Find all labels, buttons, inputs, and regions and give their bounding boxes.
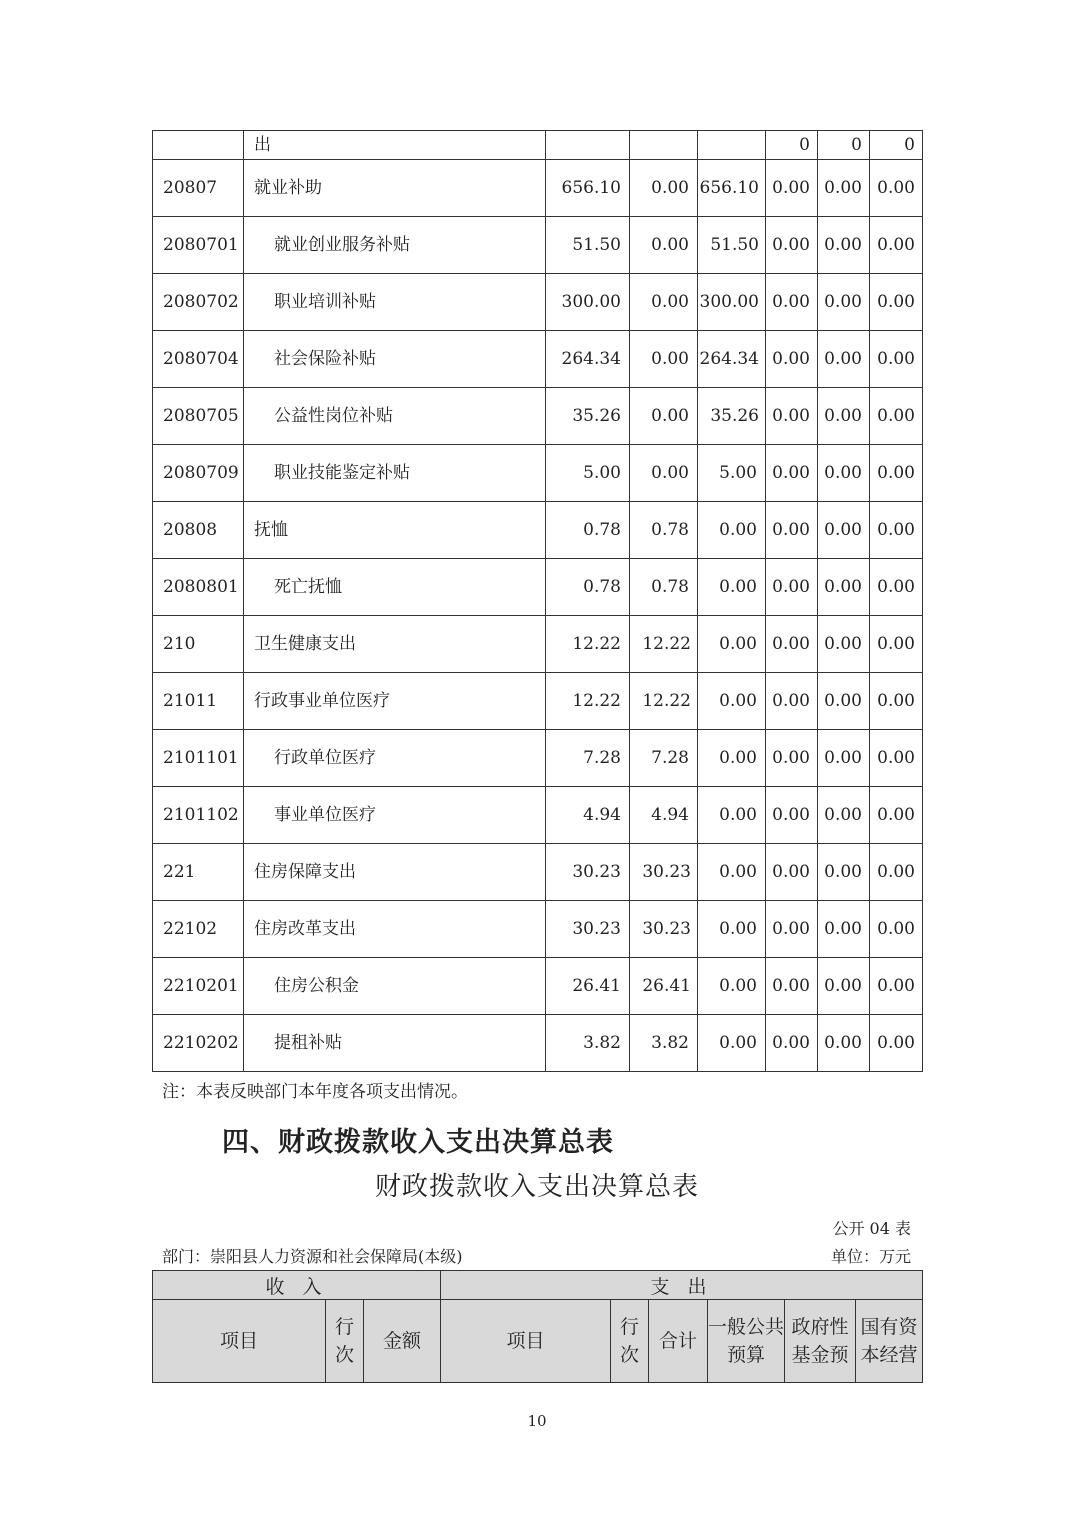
cell-c7: 0.00	[870, 274, 923, 331]
expenditure-table	[152, 130, 923, 1072]
cell-basic: 0.00	[630, 160, 698, 217]
cell-c7: 0.00	[870, 616, 923, 673]
table-row	[153, 1015, 923, 1072]
cell-c5: 0.00	[766, 1015, 818, 1072]
cell-project: 264.34	[698, 331, 766, 388]
cell-c7: 0.00	[870, 445, 923, 502]
cell-project: 0.00	[698, 616, 766, 673]
table-row	[153, 616, 923, 673]
cell-code	[153, 131, 244, 160]
table-row	[153, 901, 923, 958]
cell-name: 行政事业单位医疗	[244, 673, 546, 730]
cell-name: 提租补贴	[244, 1015, 546, 1072]
cell-basic: 7.28	[630, 730, 698, 787]
cell-code: 2080702	[153, 274, 244, 331]
cell-total: 0.78	[546, 502, 630, 559]
table-row	[153, 730, 923, 787]
table-row	[153, 388, 923, 445]
table-row	[153, 331, 923, 388]
cell-total: 51.50	[546, 217, 630, 274]
cell-c7: 0.00	[870, 673, 923, 730]
cell-c7: 0.00	[870, 388, 923, 445]
cell-name: 职业培训补贴	[244, 274, 546, 331]
cell-c7: 0.00	[870, 1015, 923, 1072]
cell-code: 221	[153, 844, 244, 901]
table-row	[153, 274, 923, 331]
cell-project: 0.00	[698, 958, 766, 1015]
cell-c5: 0.00	[766, 673, 818, 730]
cell-c5: 0.00	[766, 502, 818, 559]
cell-code: 2080701	[153, 217, 244, 274]
cell-basic: 4.94	[630, 787, 698, 844]
cell-project: 5.00	[698, 445, 766, 502]
cell-c6: 0.00	[818, 844, 870, 901]
cell-project: 300.00	[698, 274, 766, 331]
cell-c6: 0.00	[818, 559, 870, 616]
cell-basic	[630, 131, 698, 160]
cell-c6: 0.00	[818, 1015, 870, 1072]
cell-basic: 30.23	[630, 901, 698, 958]
cell-c5: 0.00	[766, 730, 818, 787]
cell-c6: 0	[818, 131, 870, 160]
cell-basic: 30.23	[630, 844, 698, 901]
cell-c6: 0.00	[818, 502, 870, 559]
cell-basic: 26.41	[630, 958, 698, 1015]
table-row	[153, 445, 923, 502]
department-label: 部门：崇阳县人力资源和社会保障局(本级)	[162, 1247, 463, 1266]
table-row	[153, 673, 923, 730]
cell-c7: 0.00	[870, 844, 923, 901]
cell-c6: 0.00	[818, 445, 870, 502]
cell-code: 2210201	[153, 958, 244, 1015]
cell-name: 职业技能鉴定补贴	[244, 445, 546, 502]
cell-c7: 0.00	[870, 331, 923, 388]
cell-name: 社会保险补贴	[244, 331, 546, 388]
cell-total: 4.94	[546, 787, 630, 844]
section-heading: 四、财政拨款收入支出决算总表	[222, 1127, 614, 1158]
col-gov-fund: 政府性基金预	[785, 1300, 856, 1383]
cell-c5: 0.00	[766, 844, 818, 901]
cell-project: 0.00	[698, 559, 766, 616]
cell-c7: 0.00	[870, 559, 923, 616]
col-state-capital: 国有资本经营	[856, 1300, 923, 1383]
table-row	[153, 502, 923, 559]
cell-c5: 0.00	[766, 331, 818, 388]
cell-project: 0.00	[698, 673, 766, 730]
cell-code: 2101102	[153, 787, 244, 844]
cell-c6: 0.00	[818, 616, 870, 673]
expense-header: 支 出	[441, 1271, 923, 1300]
cell-c6: 0.00	[818, 331, 870, 388]
cell-code: 210	[153, 616, 244, 673]
col-total: 合计	[649, 1300, 708, 1383]
cell-total: 12.22	[546, 673, 630, 730]
cell-c5: 0.00	[766, 217, 818, 274]
cell-name: 出	[244, 131, 546, 160]
cell-basic: 0.00	[630, 445, 698, 502]
cell-c6: 0.00	[818, 958, 870, 1015]
cell-project: 35.26	[698, 388, 766, 445]
col-item-expense: 项目	[441, 1300, 611, 1383]
cell-name: 住房改革支出	[244, 901, 546, 958]
cell-basic: 3.82	[630, 1015, 698, 1072]
col-row-no-expense: 行次	[611, 1300, 649, 1383]
cell-total: 30.23	[546, 901, 630, 958]
cell-code: 2101101	[153, 730, 244, 787]
cell-basic: 0.00	[630, 388, 698, 445]
cell-c7: 0.00	[870, 730, 923, 787]
table-number: 公开 04 表	[832, 1219, 911, 1238]
cell-c6: 0.00	[818, 901, 870, 958]
col-general-budget: 一般公共预算	[708, 1300, 785, 1383]
cell-name: 抚恤	[244, 502, 546, 559]
col-amount: 金额	[364, 1300, 441, 1383]
cell-c7: 0.00	[870, 901, 923, 958]
cell-c5: 0	[766, 131, 818, 160]
cell-total: 35.26	[546, 388, 630, 445]
cell-total: 5.00	[546, 445, 630, 502]
cell-c6: 0.00	[818, 673, 870, 730]
col-row-no-income: 行次	[326, 1300, 364, 1383]
cell-basic: 0.00	[630, 274, 698, 331]
cell-c7: 0.00	[870, 787, 923, 844]
cell-project: 0.00	[698, 787, 766, 844]
income-header: 收 入	[153, 1271, 441, 1300]
cell-c6: 0.00	[818, 160, 870, 217]
cell-project: 0.00	[698, 502, 766, 559]
cell-name: 死亡抚恤	[244, 559, 546, 616]
table-row	[153, 958, 923, 1015]
cell-basic: 12.22	[630, 673, 698, 730]
cell-total: 300.00	[546, 274, 630, 331]
cell-c5: 0.00	[766, 616, 818, 673]
cell-name: 事业单位医疗	[244, 787, 546, 844]
cell-code: 20807	[153, 160, 244, 217]
page-number: 10	[527, 1412, 547, 1430]
cell-project: 0.00	[698, 730, 766, 787]
cell-c5: 0.00	[766, 958, 818, 1015]
cell-c6: 0.00	[818, 217, 870, 274]
cell-name: 住房公积金	[244, 958, 546, 1015]
cell-total: 26.41	[546, 958, 630, 1015]
cell-basic: 0.00	[630, 331, 698, 388]
cell-code: 20808	[153, 502, 244, 559]
cell-code: 2080801	[153, 559, 244, 616]
cell-code: 22102	[153, 901, 244, 958]
cell-name: 公益性岗位补贴	[244, 388, 546, 445]
cell-name: 卫生健康支出	[244, 616, 546, 673]
cell-name: 住房保障支出	[244, 844, 546, 901]
cell-name: 就业创业服务补贴	[244, 217, 546, 274]
cell-c5: 0.00	[766, 445, 818, 502]
cell-project: 0.00	[698, 901, 766, 958]
fiscal-summary-table	[152, 1270, 923, 1383]
cell-total	[546, 131, 630, 160]
cell-c7: 0.00	[870, 958, 923, 1015]
table-row	[153, 217, 923, 274]
cell-code: 2080704	[153, 331, 244, 388]
cell-c5: 0.00	[766, 160, 818, 217]
cell-c7: 0.00	[870, 160, 923, 217]
cell-name: 行政单位医疗	[244, 730, 546, 787]
cell-total: 30.23	[546, 844, 630, 901]
cell-c5: 0.00	[766, 559, 818, 616]
cell-c6: 0.00	[818, 730, 870, 787]
table-row	[153, 787, 923, 844]
cell-code: 2080709	[153, 445, 244, 502]
cell-c7: 0	[870, 131, 923, 160]
cell-c5: 0.00	[766, 274, 818, 331]
cell-name: 就业补助	[244, 160, 546, 217]
cell-c5: 0.00	[766, 901, 818, 958]
cell-c6: 0.00	[818, 388, 870, 445]
table-row	[153, 844, 923, 901]
cell-basic: 0.78	[630, 502, 698, 559]
cell-code: 21011	[153, 673, 244, 730]
cell-project: 656.10	[698, 160, 766, 217]
table-row	[153, 559, 923, 616]
cell-code: 2210202	[153, 1015, 244, 1072]
cell-basic: 0.78	[630, 559, 698, 616]
cell-total: 3.82	[546, 1015, 630, 1072]
col-item-income: 项目	[153, 1300, 326, 1383]
table-note: 注：本表反映部门本年度各项支出情况。	[162, 1082, 468, 1102]
cell-c5: 0.00	[766, 787, 818, 844]
table-title: 财政拨款收入支出决算总表	[374, 1172, 699, 1202]
cell-c6: 0.00	[818, 274, 870, 331]
cell-total: 7.28	[546, 730, 630, 787]
cell-c7: 0.00	[870, 502, 923, 559]
cell-total: 264.34	[546, 331, 630, 388]
cell-c5: 0.00	[766, 388, 818, 445]
cell-total: 0.78	[546, 559, 630, 616]
cell-total: 12.22	[546, 616, 630, 673]
cell-c7: 0.00	[870, 217, 923, 274]
cell-project: 0.00	[698, 1015, 766, 1072]
cell-code: 2080705	[153, 388, 244, 445]
unit-label: 单位：万元	[830, 1247, 911, 1266]
table-row	[153, 160, 923, 217]
cell-project: 51.50	[698, 217, 766, 274]
cell-total: 656.10	[546, 160, 630, 217]
cell-basic: 12.22	[630, 616, 698, 673]
cell-basic: 0.00	[630, 217, 698, 274]
cell-project: 0.00	[698, 844, 766, 901]
table-row	[153, 131, 923, 160]
cell-project	[698, 131, 766, 160]
cell-c6: 0.00	[818, 787, 870, 844]
